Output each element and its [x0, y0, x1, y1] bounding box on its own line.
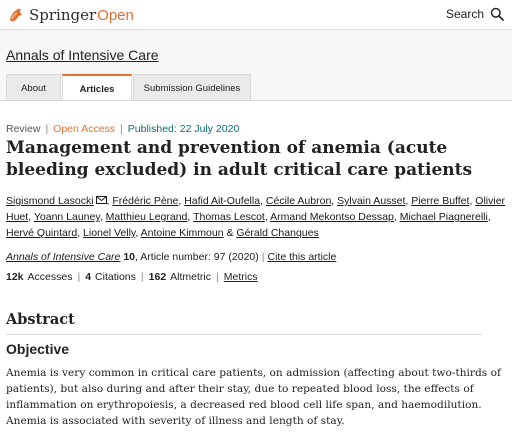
metrics-separator: | — [216, 271, 219, 283]
article-content — [0, 100, 512, 440]
altmetric-count: 162 — [148, 271, 167, 283]
search-label: Search — [445, 7, 484, 21]
author-link[interactable]: Matthieu Legrand — [105, 211, 188, 223]
author-list: Sigismond Lasocki , Frédéric Pène, Hafid Ait-Oufella, Cécile Aubron, Sylvain Ausset, Pierre Buffet, Olivier Huet, Yoann Launey, Matthieu Legrand, Thomas Lescot, Armand Mekontso Dessap, Michael Piagnerelli, Hervé Quintard, Lionel Velly, Antoine Kimmoun & Gérald Chanques — [6, 195, 506, 239]
author-link[interactable]: Pierre Buffet — [411, 195, 470, 207]
objective-heading: Objective — [6, 341, 70, 357]
accesses-count: 12k — [6, 271, 24, 283]
magnifier-icon — [490, 7, 504, 21]
logo-brand: Springer — [29, 6, 97, 24]
metrics-separator: | — [77, 271, 81, 283]
author-link[interactable]: Armand Mekontso Dessap — [270, 211, 394, 223]
author-link[interactable]: Lionel Velly — [83, 227, 136, 239]
cite-this-article-link[interactable]: Cite this article — [267, 251, 337, 263]
author-link[interactable]: Thomas Lescot — [193, 211, 265, 223]
accesses-label: Accesses — [27, 271, 73, 283]
metrics-link[interactable]: Metrics — [223, 271, 258, 283]
springer-open-logo[interactable] — [6, 5, 134, 25]
author-connector: & — [226, 227, 234, 239]
meta-separator: | — [45, 123, 49, 135]
top-bar — [0, 0, 512, 30]
citations-label: Citations — [95, 271, 136, 283]
citation-line — [6, 251, 336, 263]
author-link[interactable]: Sigismond Lasocki — [6, 195, 94, 207]
meta-separator: | — [120, 123, 123, 135]
springer-horse-icon — [6, 5, 26, 25]
author-link[interactable]: Hafid Ait-Oufella — [184, 195, 261, 207]
author-link[interactable]: Gérald Chanques — [236, 227, 319, 239]
logo-text — [29, 6, 134, 24]
article-type: Review — [6, 123, 41, 135]
altmetric-label: Altmetric — [170, 271, 212, 283]
journal-title-link[interactable]: Annals of Intensive Care — [6, 47, 159, 63]
article-title: Management and prevention of anemia (acute bleeding excluded) in adult critical care patients — [6, 138, 473, 180]
citation-journal[interactable]: Annals of Intensive Care — [6, 251, 121, 263]
article-meta — [6, 123, 239, 135]
author-link[interactable]: Hervé Quintard — [6, 227, 78, 239]
objective-paragraph: Anemia is very common in critical care patients, on admission (affecting about two-thirds of patients), but also during and after their stay, due to repeated blood loss, the effects of inflammation on erythropoiesis, a decreased red blood cell life span, and haemodilution. Anemia is associated with severity of illness and length of stay. — [6, 367, 501, 427]
article-metrics — [6, 271, 258, 283]
author-link[interactable]: Yoann Launey — [33, 211, 100, 223]
email-icon[interactable] — [96, 196, 107, 204]
metrics-separator: | — [140, 271, 144, 283]
tab-submission-guidelines[interactable]: Submission Guidelines — [133, 74, 251, 101]
author-link[interactable]: Frédéric Pène — [112, 195, 179, 207]
citation-article-number: , Article number: 97 (2020) — [135, 251, 259, 263]
author-link[interactable]: Sylvain Ausset — [337, 195, 406, 207]
abstract-divider — [6, 334, 482, 335]
author-link[interactable]: Antoine Kimmoun — [140, 227, 224, 239]
citation-volume: 10 — [123, 251, 136, 263]
logo-suffix: Open — [97, 7, 134, 24]
tab-articles[interactable]: Articles — [62, 74, 132, 102]
abstract-heading: Abstract — [6, 311, 75, 328]
author-link[interactable]: Olivier Huet — [6, 195, 506, 223]
open-access-badge: Open Access — [53, 123, 116, 135]
author-link[interactable]: Cécile Aubron — [265, 195, 332, 207]
tab-about[interactable]: About — [6, 74, 61, 101]
author-link[interactable]: Michael Piagnerelli — [399, 211, 488, 223]
citation-separator: | — [261, 251, 265, 263]
journal-tabs — [6, 74, 252, 102]
published-date: Published: 22 July 2020 — [127, 123, 240, 135]
journal-header — [0, 30, 512, 100]
search-button[interactable] — [446, 7, 504, 21]
citations-count: 4 — [85, 271, 92, 283]
